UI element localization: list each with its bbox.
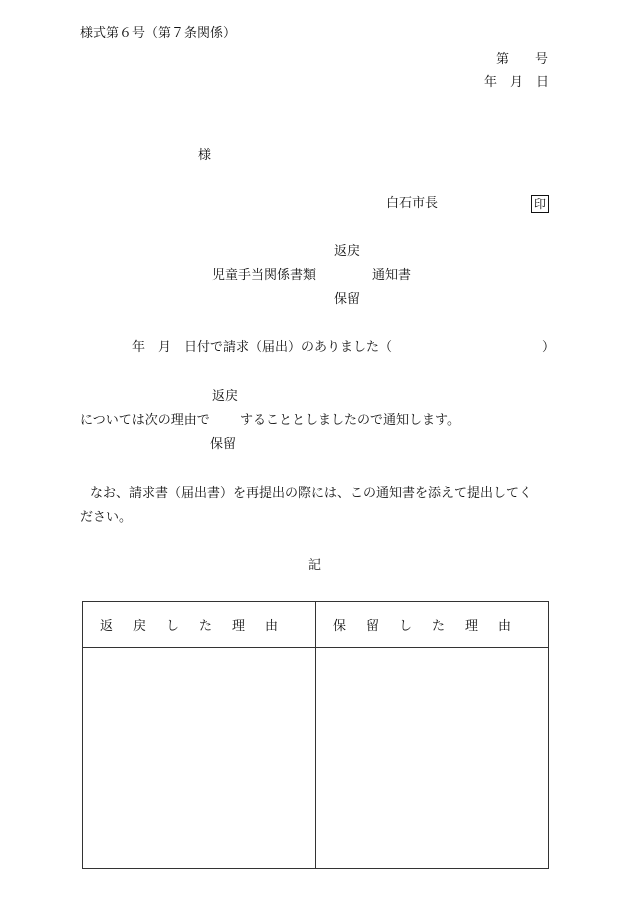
header-held-reason: 保留した理由 bbox=[316, 602, 549, 648]
addressee-suffix: 様 bbox=[198, 148, 212, 163]
title-option-return: 返戻 bbox=[334, 244, 361, 259]
seal-mark: 印 bbox=[531, 195, 549, 213]
form-label: 様式第６号（第７条関係） bbox=[80, 26, 237, 41]
request-date-line: 年 月 日付で請求（届出）のありました（ bbox=[132, 340, 393, 355]
returned-reason-cell bbox=[83, 648, 316, 869]
note-line-2: ださい。 bbox=[80, 510, 133, 525]
header-returned-reason: 返戻した理由 bbox=[83, 602, 316, 648]
document-date: 年 月 日 bbox=[484, 75, 550, 90]
request-close-paren: ） bbox=[542, 340, 556, 355]
reasons-table bbox=[82, 601, 549, 869]
title-option-hold: 保留 bbox=[334, 292, 361, 307]
reason-line-suffix: することとしましたので通知します。 bbox=[240, 413, 460, 428]
document-number: 第 号 bbox=[496, 52, 549, 67]
note-line-1: なお、請求書（届出書）を再提出の際には、この通知書を添えて提出してく bbox=[90, 486, 533, 501]
record-heading: 記 bbox=[308, 558, 322, 573]
title-main: 児童手当関係書類 bbox=[212, 268, 317, 283]
reason-option-return: 返戻 bbox=[212, 389, 239, 404]
issuer-name: 白石市長 bbox=[386, 196, 439, 211]
held-reason-cell bbox=[316, 648, 549, 869]
reason-option-hold: 保留 bbox=[210, 437, 237, 452]
reason-line-prefix: については次の理由で bbox=[80, 413, 210, 428]
title-suffix: 通知書 bbox=[372, 268, 412, 283]
